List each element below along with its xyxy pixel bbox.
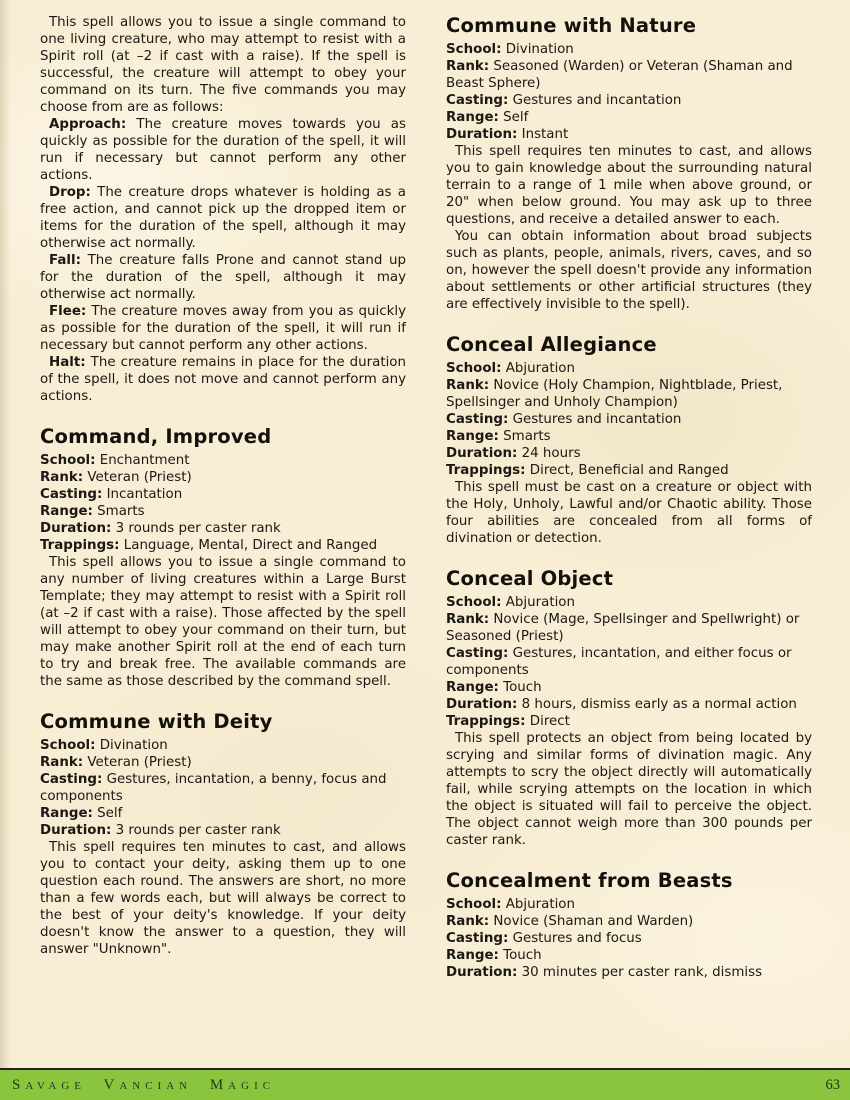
spell-title: Concealment from Beasts (446, 869, 733, 892)
stat-value: Abjuration (505, 897, 575, 912)
spell-stat-trappings (446, 462, 812, 479)
spell-stat-casting (446, 92, 812, 109)
command-option-text: The creature drops whatever is holding as a free action, and cannot pick up the dropped item or items for the duration of the spell, although it may otherwise act normally. (40, 185, 406, 251)
stat-value: Gestures, incantation, a benny, focus and components (40, 772, 387, 804)
spell-commune-with-nature (446, 14, 812, 313)
stat-value: 3 rounds per caster rank (115, 823, 281, 838)
spell-stat-casting (40, 486, 406, 503)
spell-stat-school (446, 360, 812, 377)
stat-label: Duration: (446, 697, 518, 712)
stat-value: Incantation (106, 487, 183, 502)
spell-stat-rank (446, 377, 812, 411)
stat-label: School: (446, 897, 502, 912)
command-option-label: Approach: (49, 117, 127, 132)
stat-label: Range: (446, 680, 499, 695)
stat-label: Casting: (446, 412, 509, 427)
stat-label: Duration: (446, 446, 518, 461)
spell-paragraph: This spell requires ten minutes to cast, and allows you to gain knowledge about the surrounding natural terrain to a range of 1 mile when above ground, or 20" when below ground. You may ask up to three questions, and receive a detailed answer to each. (446, 144, 812, 227)
spell-paragraph: This spell allows you to issue a single command to any number of living creatures within a Large Burst Template; they may attempt to resist with a Spirit roll (at –2 if cast with a raise). Those affected by the spell will attempt to obey your command on their turn, but may make another Spirit roll at the end of each turn to try and break free. The available commands are the same as those described by the command spell. (40, 555, 406, 689)
spell-continuation-command (40, 14, 406, 405)
stat-label: Rank: (446, 59, 490, 74)
stat-value: Novice (Shaman and Warden) (493, 914, 694, 929)
spell-commune-with-deity (40, 710, 406, 958)
spell-stat-school (446, 41, 812, 58)
stat-label: Rank: (446, 914, 490, 929)
spell-stat-school (446, 594, 812, 611)
spell-stat-duration (40, 822, 406, 839)
command-option-text: The creature falls Prone and cannot stand up for the duration of the spell, although it may otherwise act normally. (40, 253, 406, 302)
stat-value: Divination (505, 42, 574, 57)
spell-stat-rank (446, 913, 812, 930)
command-option-text: The creature moves away from you as quickly as possible for the duration of the spell, it will run if necessary but cannot perform any other actions. (40, 304, 407, 353)
spell-stat-range (446, 428, 812, 445)
stat-value: Touch (503, 948, 542, 963)
stat-value: Gestures and incantation (512, 412, 682, 427)
stat-value: Instant (521, 127, 569, 142)
stat-label: Trappings: (446, 714, 526, 729)
spell-stat-school (40, 737, 406, 754)
command-option-text: The creature moves towards you as quickly as possible for the duration of the spell, it will run if necessary but cannot perform any other actions. (40, 117, 406, 183)
stat-value: Abjuration (505, 361, 575, 376)
spell-stat-range (40, 805, 406, 822)
stat-value: Gestures, incantation, and either focus or components (446, 646, 792, 678)
spell-paragraph: This spell requires ten minutes to cast, and allows you to contact your deity, asking them up to one question each round. The answers are short, no more than a few words each, but will always be correct to the best of your deity's knowledge. If your deity doesn't know the answer to a question, they will answer "Unknown". (40, 840, 406, 957)
stat-value: Self (97, 806, 123, 821)
stat-value: Smarts (97, 504, 145, 519)
command-option-label: Flee: (49, 304, 87, 319)
spell-paragraph: This spell must be cast on a creature or object with the Holy, Unholy, Lawful and/or Chaotic ability. Those four abilities are concealed from all forms of divination or detection. (446, 480, 812, 546)
stat-value: 24 hours (521, 446, 581, 461)
stat-label: Duration: (446, 965, 518, 980)
spell-title: Command, Improved (40, 425, 272, 448)
stat-value: Seasoned (Warden) or Veteran (Shaman and Beast Sphere) (446, 59, 793, 91)
spell-stat-duration (446, 696, 812, 713)
spell-paragraph: This spell allows you to issue a single command to one living creature, who may attempt to resist with a Spirit roll (at –2 if cast with a raise). If the spell is successful, the creature will attempt to obey your command on its turn. The five commands you may choose from are as follows: (40, 15, 406, 115)
stat-value: Abjuration (505, 595, 575, 610)
stat-label: School: (40, 738, 96, 753)
stat-label: School: (446, 42, 502, 57)
stat-value: Direct (529, 714, 570, 729)
stat-value: Gestures and focus (512, 931, 642, 946)
command-option-text: The creature remains in place for the duration of the spell, it does not move and cannot perform any actions. (40, 355, 406, 404)
stat-label: Range: (40, 806, 93, 821)
spell-stat-range (446, 109, 812, 126)
stat-value: Novice (Mage, Spellsinger and Spellwright) or Seasoned (Priest) (446, 612, 800, 644)
stat-value: Direct, Beneficial and Ranged (529, 463, 729, 478)
stat-value: Novice (Holy Champion, Nightblade, Priest, Spellsinger and Unholy Champion) (446, 378, 783, 410)
stat-value: 30 minutes per caster rank, dismiss (521, 965, 763, 980)
spell-stat-school (446, 896, 812, 913)
spell-stat-casting (40, 771, 406, 805)
stat-label: Rank: (446, 378, 490, 393)
command-option-flee (40, 303, 406, 354)
spell-conceal-object (446, 567, 812, 849)
spell-stat-casting (446, 645, 812, 679)
spell-stat-casting (446, 411, 812, 428)
stat-label: Range: (40, 504, 93, 519)
stat-label: Casting: (40, 487, 103, 502)
spell-stat-duration (446, 126, 812, 143)
spell-title: Conceal Object (446, 567, 614, 590)
stat-label: School: (40, 453, 96, 468)
spell-stat-range (446, 947, 812, 964)
stat-value: Veteran (Priest) (87, 755, 192, 770)
stat-label: Casting: (446, 93, 509, 108)
spell-stat-school (40, 452, 406, 469)
spell-paragraph: You can obtain information about broad subjects such as plants, people, animals, rivers, caves, and so on, however the spell doesn't provide any information about settlements or other artificial structures (they are effectively invisible to the spell). (446, 229, 812, 312)
command-option-label: Halt: (49, 355, 86, 370)
spell-stat-rank (40, 469, 406, 486)
spell-stat-casting (446, 930, 812, 947)
spell-title: Commune with Nature (446, 14, 697, 37)
stat-label: Duration: (40, 521, 112, 536)
page-number: 63 (825, 1076, 840, 1093)
spell-paragraph: This spell protects an object from being located by scrying and similar forms of divination magic. Any attempts to scry the object directly will automatically fail, while scrying attempts on the location in which the object is situated will fail to perceive the object. The object cannot weigh more than 300 pounds per caster rank. (446, 731, 812, 848)
stat-value: Smarts (503, 429, 551, 444)
stat-value: Self (503, 110, 529, 125)
stat-value: Gestures and incantation (512, 93, 682, 108)
left-column (40, 14, 406, 981)
stat-value: Language, Mental, Direct and Ranged (123, 538, 378, 553)
stat-label: Rank: (40, 755, 84, 770)
spell-stat-rank (446, 611, 812, 645)
stat-value: Divination (99, 738, 168, 753)
spell-title: Commune with Deity (40, 710, 273, 733)
stat-value: Touch (503, 680, 542, 695)
command-option-label: Fall: (49, 253, 81, 268)
spell-concealment-from-beasts (446, 869, 812, 981)
stat-label: Rank: (446, 612, 490, 627)
stat-value: Veteran (Priest) (87, 470, 192, 485)
stat-label: School: (446, 361, 502, 376)
stat-label: Trappings: (446, 463, 526, 478)
spell-stat-trappings (40, 537, 406, 554)
right-column (446, 14, 812, 981)
spell-stat-duration (446, 964, 812, 981)
stat-label: School: (446, 595, 502, 610)
spell-conceal-allegiance (446, 333, 812, 547)
stat-label: Range: (446, 110, 499, 125)
stat-label: Duration: (40, 823, 112, 838)
spell-title: Conceal Allegiance (446, 333, 657, 356)
command-option-fall (40, 252, 406, 303)
command-option-approach (40, 116, 406, 184)
spell-stat-rank (40, 754, 406, 771)
command-option-drop (40, 184, 406, 252)
spell-command-improved (40, 425, 406, 690)
stat-label: Trappings: (40, 538, 120, 553)
stat-label: Duration: (446, 127, 518, 142)
stat-value: 3 rounds per caster rank (115, 521, 281, 536)
spell-stat-range (40, 503, 406, 520)
spell-stat-trappings (446, 713, 812, 730)
spell-stat-rank (446, 58, 812, 92)
spell-stat-duration (446, 445, 812, 462)
stat-value: 8 hours, dismiss early as a normal action (521, 697, 797, 712)
command-option-label: Drop: (49, 185, 91, 200)
stat-label: Casting: (446, 931, 509, 946)
stat-label: Rank: (40, 470, 84, 485)
spell-stat-range (446, 679, 812, 696)
book-title: Savage Vancian Magic (12, 1076, 276, 1093)
stat-value: Enchantment (99, 453, 190, 468)
spell-stat-duration (40, 520, 406, 537)
stat-label: Casting: (40, 772, 103, 787)
stat-label: Range: (446, 429, 499, 444)
page-footer (0, 1068, 850, 1100)
stat-label: Range: (446, 948, 499, 963)
command-option-halt (40, 354, 406, 405)
stat-label: Casting: (446, 646, 509, 661)
